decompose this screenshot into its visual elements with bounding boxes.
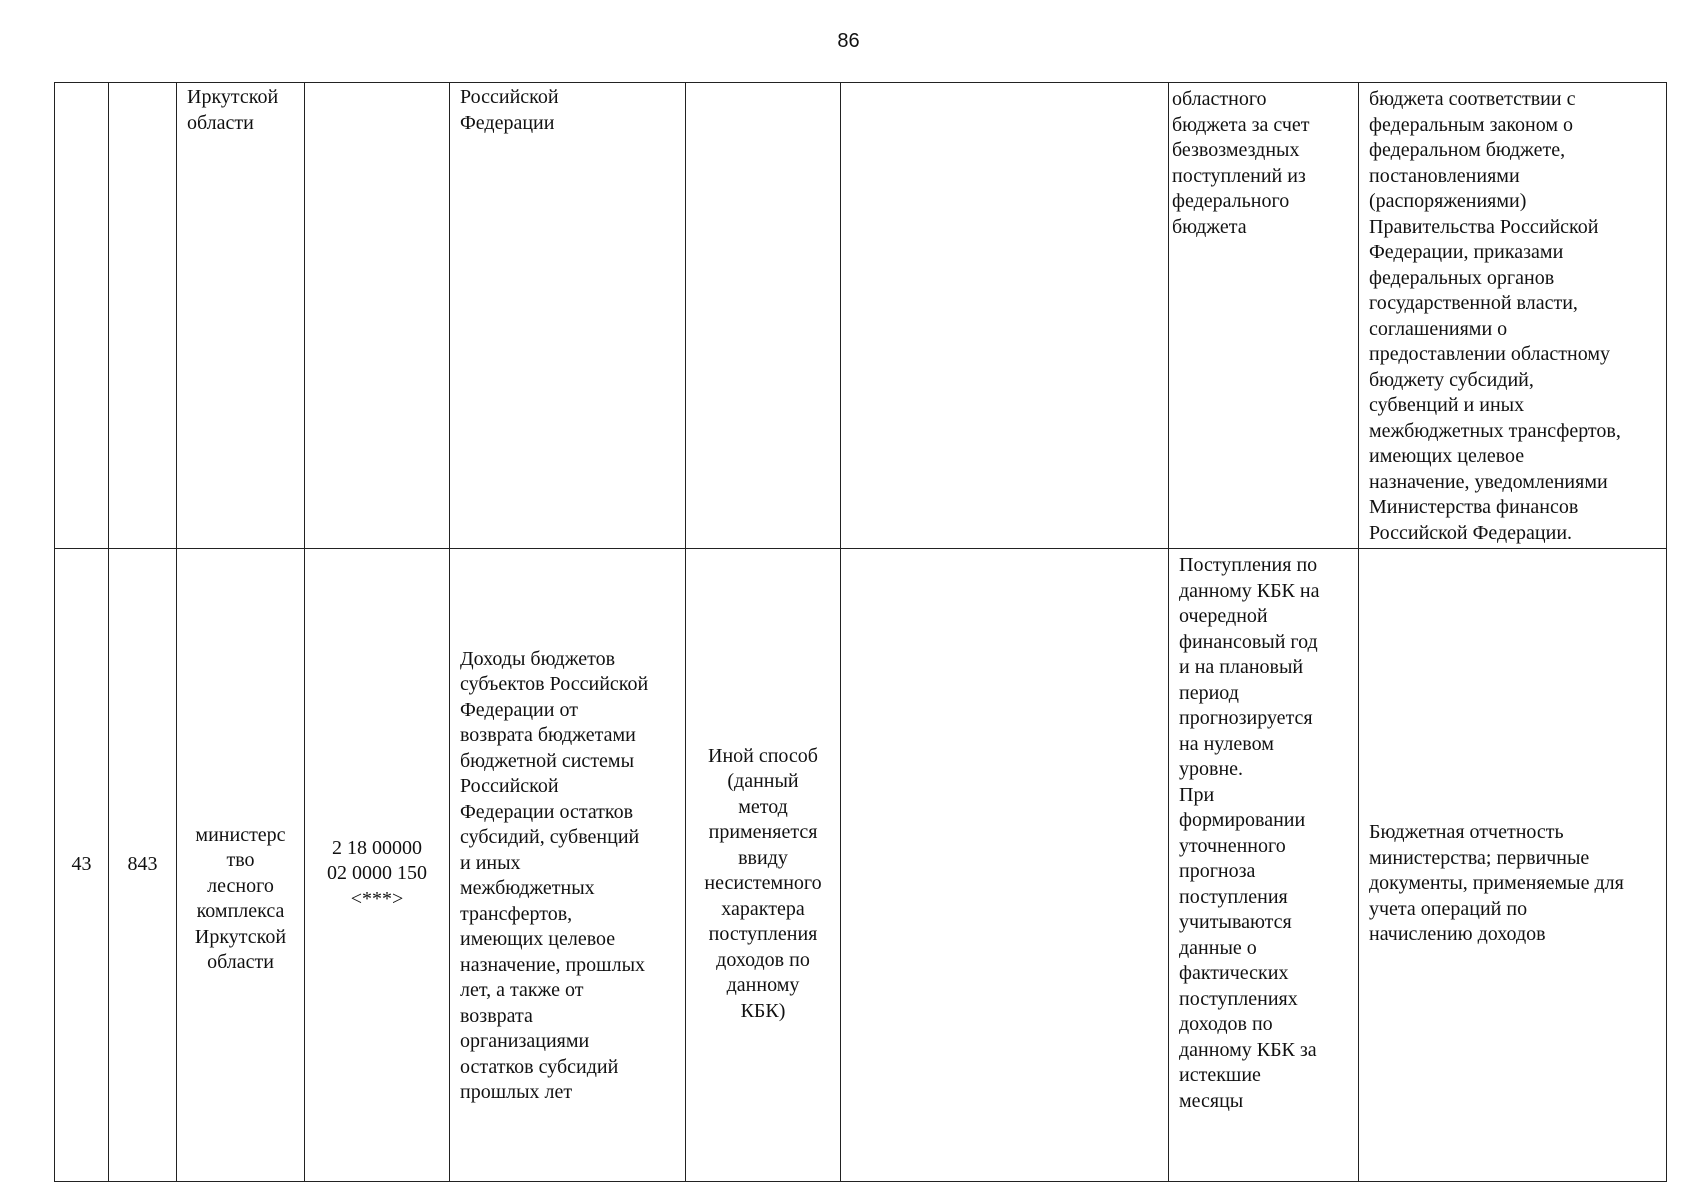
algorithm-cell xyxy=(841,83,1169,549)
revenue-name-cell: Российской Федерации xyxy=(450,83,686,549)
row-number-cell: 43 xyxy=(55,549,109,1182)
revenue-methodology-table xyxy=(54,82,1667,1182)
table-row xyxy=(55,83,1667,549)
calculation-method-cell: Иной способ (данный метод применяется ввиду несистемного характера поступления доходов по данному КБК) xyxy=(686,549,841,1182)
forecast-description-cell: областного бюджета за счет безвозмездных поступлений из федерального бюджета xyxy=(1169,83,1359,549)
administrator-cell: Иркутской области xyxy=(177,83,305,549)
row-number-cell xyxy=(55,83,109,549)
page-number: 86 xyxy=(837,30,860,52)
administrator-cell: министерс тво лесного комплекса Иркутской области xyxy=(177,549,305,1182)
calculation-method-cell xyxy=(686,83,841,549)
data-source-cell: бюджета соответствии с федеральным законом о федеральном бюджете, постановлениями (распоряжениями) Правительства Российской Федерации, приказами федеральных органов государственной власти, соглашениями о предоставлении областному бюджету субсидий, субвенций и иных межбюджетных трансфертов, имеющих целевое назначение, уведомлениями Министерства финансов Российской Федерации. xyxy=(1359,83,1667,549)
data-source-cell: Бюджетная отчетность министерства; первичные документы, применяемые для учета операций по начислению доходов xyxy=(1359,549,1667,1182)
admin-code-cell: 843 xyxy=(109,549,177,1182)
revenue-name-cell: Доходы бюджетов субъектов Российской Федерации от возврата бюджетами бюджетной системы Российской Федерации остатков субсидий, субвенций и иных межбюджетных трансфертов, имеющих целевое назначение, прошлых лет, а также от возврата организациями остатков субсидий прошлых лет xyxy=(450,549,686,1182)
kbk-cell: 2 18 00000 02 0000 150 <***> xyxy=(305,549,450,1182)
algorithm-cell xyxy=(841,549,1169,1182)
kbk-cell xyxy=(305,83,450,549)
admin-code-cell xyxy=(109,83,177,549)
forecast-description-cell: Поступления по данному КБК на очередной финансовый год и на плановый период прогнозируется на нулевом уровне. При формировании уточненного прогноза поступления учитываются данные о фактических поступлениях доходов по данному КБК за истекшие месяцы xyxy=(1169,549,1359,1182)
table-row xyxy=(55,549,1667,1182)
